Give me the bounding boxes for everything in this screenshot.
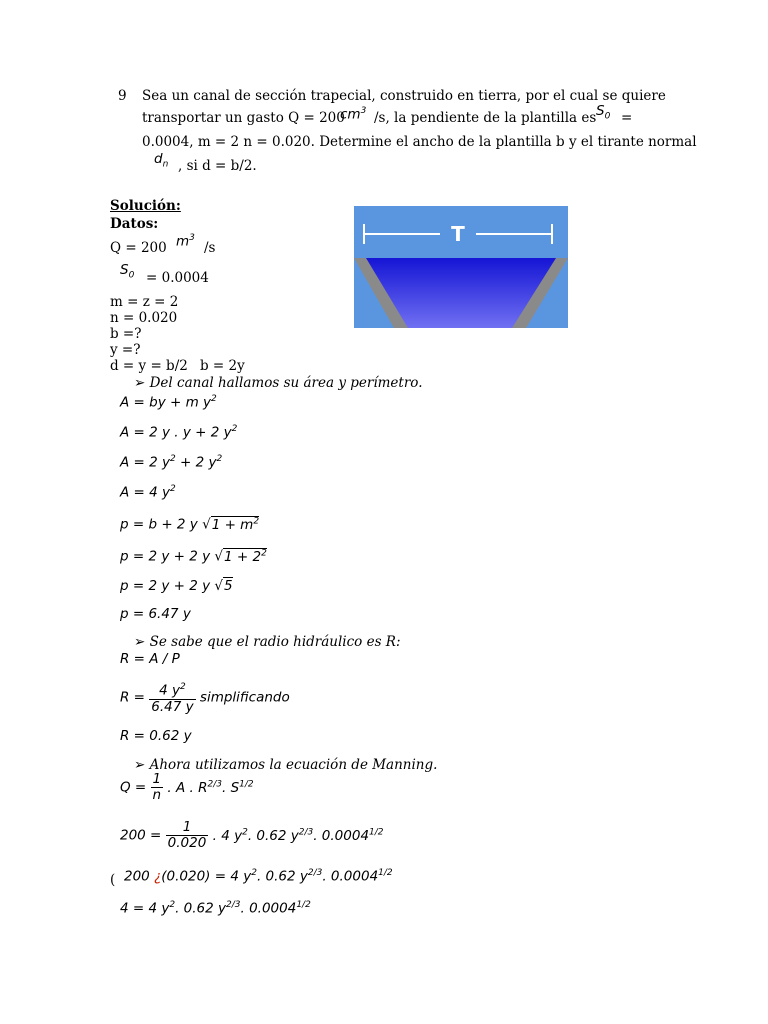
dn-symbol: $d_n$ bbox=[154, 151, 169, 170]
eq-manning-general: Q = $\frac{1}{n}$ . A . $R^{2/3}$. $S^{1/2}$ bbox=[120, 771, 254, 803]
eq-area-sum: A = 2 $y^2 + 2$ $y^2$ bbox=[120, 454, 223, 471]
problem-line-3: 0.0004, m = 2 n = 0.020. Determine el ancho de la plantilla b y el tirante normal bbox=[142, 134, 697, 150]
stray-parenthesis: ( bbox=[110, 872, 116, 888]
s0-symbol: $S_0$ bbox=[596, 103, 611, 122]
s0-value: = 0.0004 bbox=[146, 270, 209, 286]
datos-heading: Datos: bbox=[110, 216, 159, 232]
b-unknown: b =? bbox=[110, 326, 142, 342]
problem-number: 9 bbox=[118, 88, 127, 104]
q-unit-s: /s bbox=[204, 240, 216, 256]
solution-heading: Solución: bbox=[110, 198, 181, 214]
eq-area-sub: A = 2 y . y + 2 $y^2$ bbox=[120, 424, 238, 441]
eq-manning-rearranged: 200 ¿(0.020) = 4 $y^2$. 0.62 $y^{2/3}$. $0.0004^{1/2}$ bbox=[124, 868, 393, 885]
eq-radius-final: R = 0.62 y bbox=[120, 728, 192, 744]
y-unknown: y =? bbox=[110, 342, 141, 358]
eq-perimeter-general: p = b + 2 y $√1 + m^2$ bbox=[120, 516, 260, 533]
problem-line-2a: transportar un gasto Q = 200 bbox=[142, 110, 345, 126]
unit-cm3: $cm^3$ bbox=[340, 106, 367, 123]
bullet-1: ➢ Del canal hallamos su área y perímetro. bbox=[134, 375, 423, 391]
problem-equals: = bbox=[621, 110, 633, 126]
bullet-3: ➢ Ahora utilizamos la ecuación de Manning. bbox=[134, 757, 438, 773]
eq-perimeter-final: p = 6.47 y bbox=[120, 606, 191, 622]
n-value: n = 0.020 bbox=[110, 310, 178, 326]
problem-line-2b: /s, la pendiente de la plantilla es bbox=[374, 110, 597, 126]
q-unit-m3: $m^3$ bbox=[176, 233, 195, 250]
m-value: m = z = 2 bbox=[110, 294, 179, 310]
b-relation: b = 2y bbox=[200, 358, 245, 374]
figure-label-T: T bbox=[451, 222, 465, 246]
d-relation: d = y = b/2 bbox=[110, 358, 188, 374]
eq-radius-fraction: R = $\frac{4 y^2}{6.47 y}$ simplificando bbox=[120, 682, 290, 715]
problem-line-1: Sea un canal de sección trapecial, construido en tierra, por el cual se quiere bbox=[142, 88, 666, 104]
eq-perimeter-sqrt5: p = 2 y + 2 y √5 bbox=[120, 578, 233, 594]
problem-line-4: , si d = b/2. bbox=[178, 158, 257, 174]
channel-figure bbox=[354, 206, 568, 328]
eq-area-general: A = by + m $y^2$ bbox=[120, 394, 217, 411]
q-value: Q = 200 bbox=[110, 240, 167, 256]
eq-area-final: A = 4 $y^2$ bbox=[120, 484, 176, 501]
eq-radius-def: R = A / P bbox=[120, 651, 180, 667]
bullet-2: ➢ Se sabe que el radio hidráulico es R: bbox=[134, 634, 401, 650]
eq-perimeter-sub: p = 2 y + 2 y $√1 + 2^2$ bbox=[120, 548, 267, 565]
eq-manning-substituted: 200 = $\frac{1}{0.020}$ . 4 $y^2$. 0.62 $y^{2/3}$. $0.0004^{1/2}$ bbox=[120, 819, 384, 851]
s0-data-symbol: $S_0$ bbox=[120, 262, 135, 281]
eq-manning-simplified: 4 = 4 $y^2$. 0.62 $y^{2/3}$. $0.0004^{1/2}$ bbox=[120, 900, 311, 917]
